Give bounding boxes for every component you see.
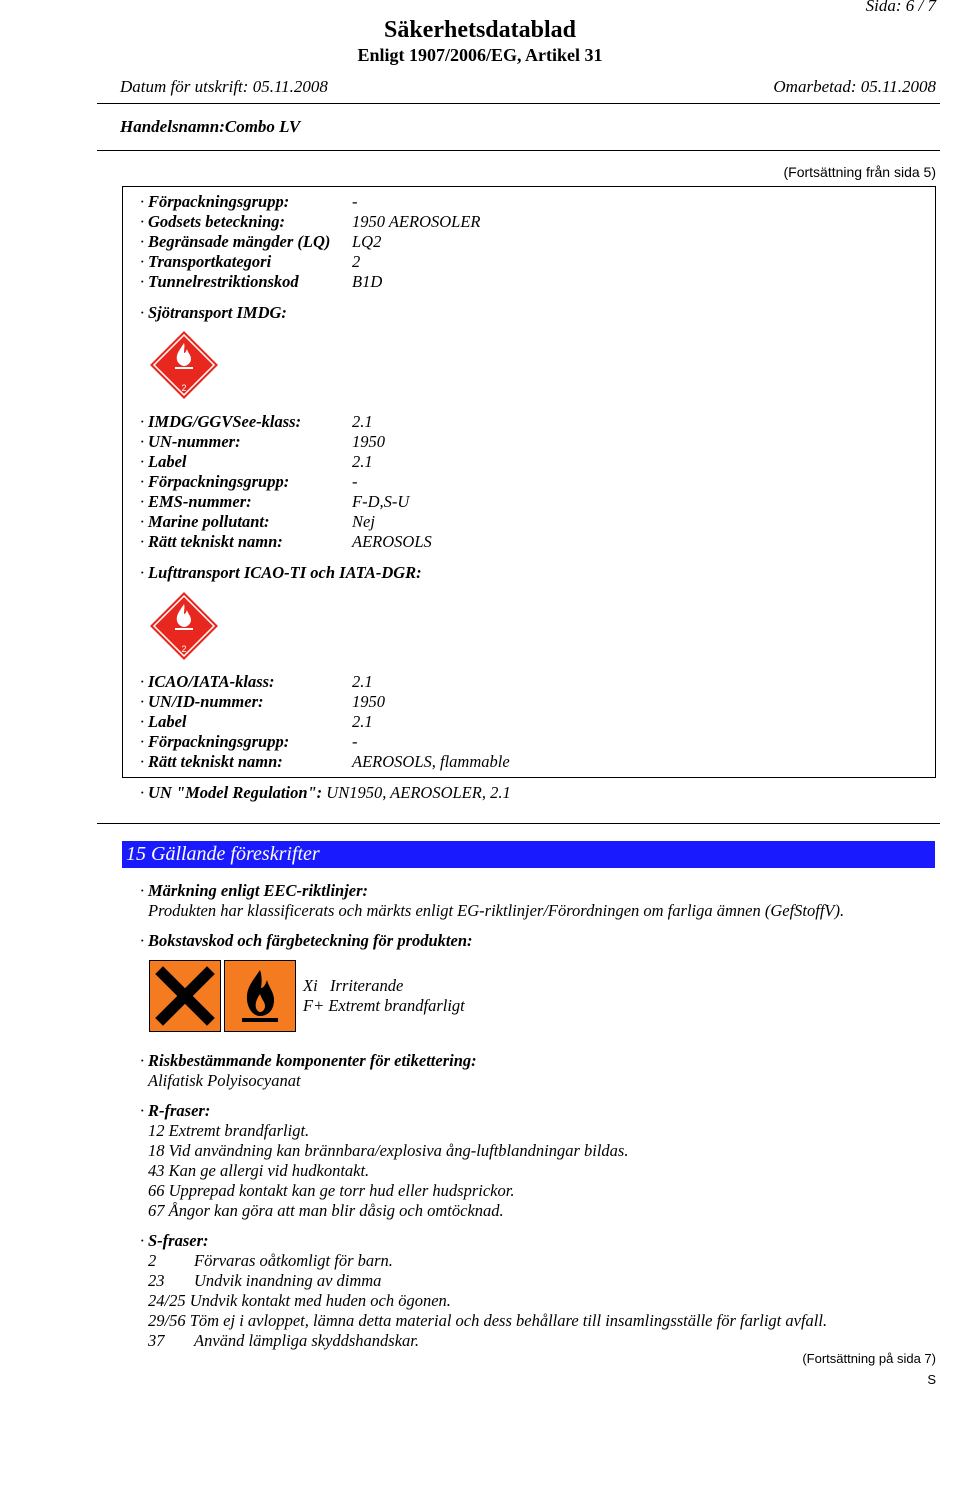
- code-label: · Bokstavskod och färgbeteckning för produkten:: [140, 931, 473, 950]
- air-heading: · Lufttransport ICAO-TI och IATA-DGR:: [140, 563, 422, 582]
- continuation-from: (Fortsättning från sida 5): [783, 164, 936, 180]
- symbol-xi: Xi Irriterande: [303, 976, 404, 995]
- road-row: · Godsets beteckning: 1950 AEROSOLER: [140, 212, 481, 231]
- s-phrase: 37 Använd lämpliga skyddshandskar.: [148, 1331, 420, 1350]
- document-title: Säkerhetsdatablad: [383, 17, 577, 43]
- marking-label: · Märkning enligt EEC-riktlinjer:: [140, 881, 369, 900]
- harmful-irritant-x-icon: [149, 960, 221, 1032]
- trade-name: Handelsnamn:Combo LV: [120, 117, 301, 136]
- field-value: LQ2: [352, 232, 382, 251]
- air-row: · Förpackningsgrupp: -: [140, 732, 358, 751]
- revised-date: Omarbetad: 05.11.2008: [773, 77, 936, 96]
- sea-row: · IMDG/GGVSee-klass: 2.1: [140, 412, 373, 431]
- header-rule: [97, 103, 940, 104]
- sea-row: · Rätt tekniskt namn: AEROSOLS: [140, 532, 432, 551]
- diamond-class-number: 2: [181, 644, 187, 654]
- sea-row: · Marine pollutant: Nej: [140, 512, 375, 531]
- road-row: · Begränsade mängder (LQ) LQ2: [140, 232, 382, 251]
- document-subtitle: Enligt 1907/2006/EG, Artikel 31: [357, 45, 603, 65]
- field-label: Begränsade mängder (LQ): [148, 232, 331, 251]
- page-number: Sida: 6 / 7: [865, 0, 936, 15]
- r-phrase: 67 Ångor kan göra att man blir dåsig och omtöcknad.: [148, 1201, 504, 1220]
- risk-text: Alifatisk Polyisocyanat: [148, 1071, 301, 1090]
- field-label: Godsets beteckning:: [148, 212, 286, 231]
- field-value: 1950 AEROSOLER: [352, 212, 481, 231]
- r-phrase: 66 Upprepad kontakt kan ge torr hud eller hudsprickor.: [148, 1181, 515, 1200]
- field-label: Förpackningsgrupp:: [148, 192, 290, 211]
- sea-heading: · Sjötransport IMDG:: [140, 303, 287, 322]
- sea-row: · EMS-nummer: F-D,S-U: [140, 492, 410, 511]
- field-value: -: [352, 192, 358, 211]
- sea-row: · UN-nummer: 1950: [140, 432, 385, 451]
- s-phrase: 23 Undvik inandning av dimma: [148, 1271, 382, 1290]
- s-phrase: 24/25 Undvik kontakt med huden och ögonen.: [148, 1291, 451, 1310]
- air-row: · Label 2.1: [140, 712, 373, 731]
- footer-mark: S: [927, 1372, 936, 1387]
- r-phrases-label: · R-fraser:: [140, 1101, 211, 1120]
- r-phrase: 18 Vid användning kan brännbara/explosiva ång-luftblandningar bildas.: [148, 1141, 629, 1160]
- air-row: · Rätt tekniskt namn: AEROSOLS, flammable: [140, 752, 510, 771]
- section-15-title: 15 Gällande föreskrifter: [122, 841, 935, 868]
- s-phrase: 29/56 Töm ej i avloppet, lämna detta material och dess behållare till insamlingsställe för farligt avfall.: [148, 1311, 828, 1330]
- flammable-gas-diamond-icon: [148, 590, 220, 662]
- sea-row: · Förpackningsgrupp: -: [140, 472, 358, 491]
- trade-rule: [97, 150, 940, 151]
- field-label: Transportkategori: [148, 252, 272, 271]
- air-row: · ICAO/IATA-klass: 2.1: [140, 672, 373, 691]
- un-model-regulation: · UN "Model Regulation": UN1950, AEROSOLER, 2.1: [140, 783, 511, 802]
- print-date: Datum för utskrift: 05.11.2008: [120, 77, 328, 96]
- section-rule: [97, 823, 940, 824]
- marking-text: Produkten har klassificerats och märkts enligt EG-riktlinjer/Förordningen om farliga ämnen (GefStoffV).: [148, 901, 845, 920]
- continuation-to: (Fortsättning på sida 7): [802, 1351, 936, 1366]
- r-phrase: 12 Extremt brandfarligt.: [148, 1121, 310, 1140]
- air-row: · UN/ID-nummer: 1950: [140, 692, 385, 711]
- symbol-fplus: F+ Extremt brandfarligt: [303, 996, 465, 1015]
- s-phrases-label: · S-fraser:: [140, 1231, 209, 1250]
- r-phrase: 43 Kan ge allergi vid hudkontakt.: [148, 1161, 370, 1180]
- flammable-gas-diamond-icon: [148, 329, 220, 401]
- sea-row: · Label 2.1: [140, 452, 373, 471]
- road-row: · Tunnelrestriktionskod B1D: [140, 272, 383, 291]
- diamond-class-number: 2: [181, 383, 187, 393]
- field-value: B1D: [352, 272, 383, 291]
- road-row: · Förpackningsgrupp: -: [140, 192, 358, 211]
- flammable-flame-icon: [224, 960, 296, 1032]
- risk-label: · Riskbestämmande komponenter för etikettering:: [140, 1051, 477, 1070]
- field-label: Tunnelrestriktionskod: [148, 272, 299, 291]
- field-value: 2: [352, 252, 361, 271]
- s-phrase: 2 Förvaras oåtkomligt för barn.: [148, 1251, 393, 1270]
- road-row: · Transportkategori 2: [140, 252, 361, 271]
